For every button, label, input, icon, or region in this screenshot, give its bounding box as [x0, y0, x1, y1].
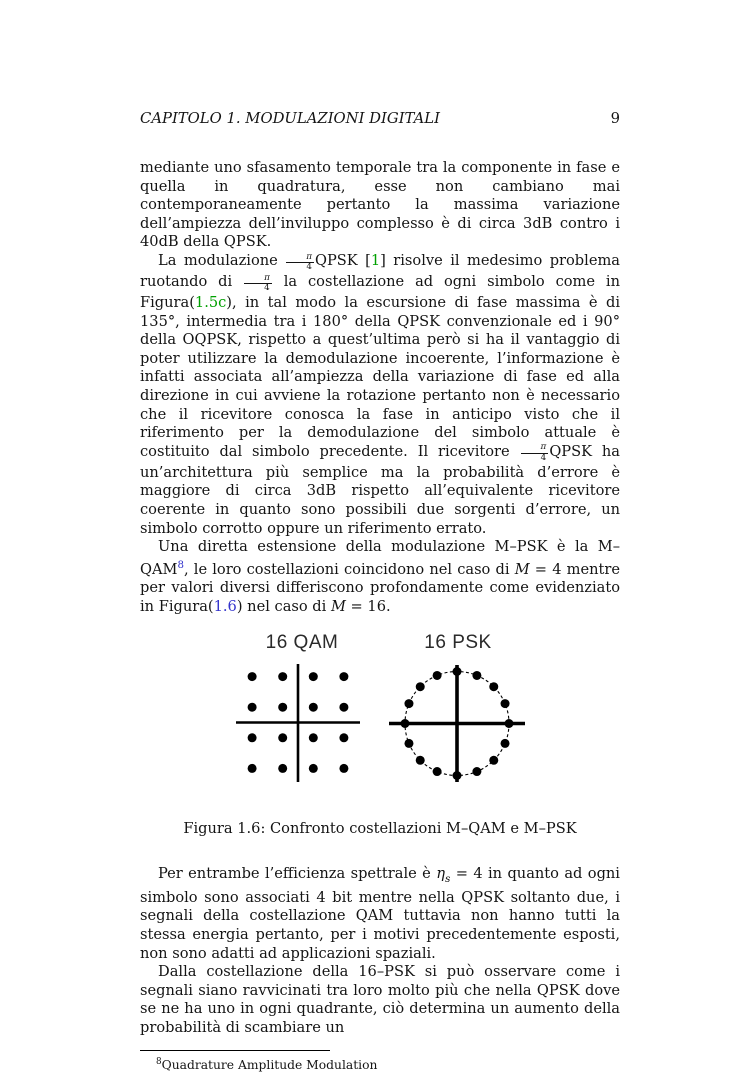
fraction-denominator: 4 [264, 283, 270, 294]
constellation-point [433, 671, 442, 680]
footnote-text: Quadrature Amplitude Modulation [161, 1057, 378, 1072]
psk-title: 16 PSK [424, 632, 492, 654]
constellation-point [339, 672, 348, 681]
figure-caption: Figura 1.6: Confronto costellazioni M–QAM e M–PSK [183, 820, 577, 838]
constellation-point [416, 756, 425, 765]
constellation-point [472, 671, 481, 680]
footnote-block [140, 1050, 620, 1073]
constellation-point [453, 667, 462, 676]
constellation-point [278, 764, 287, 773]
fraction-numerator: π [521, 443, 549, 454]
psk-constellation-diagram [388, 663, 528, 788]
running-header [140, 110, 620, 127]
qam-title: 16 QAM [265, 632, 339, 654]
math-variable: M [330, 597, 346, 615]
constellation-point [248, 703, 257, 712]
constellation-point [248, 672, 257, 681]
constellation-point [489, 756, 498, 765]
reference-link[interactable]: 1 [370, 251, 381, 269]
reference-link[interactable]: 1.5c [194, 294, 227, 311]
constellation-point [309, 764, 318, 773]
constellation-point [404, 739, 413, 748]
paragraph: Una diretta estensione della modulazione M–PSK è la M–QAM$^8$, le loro costellazioni coincidono nel caso di M = 4 mentre per valori diversi differiscono profondamente come evidenziato in Figura(1.6) nel caso di M = 16. [140, 538, 620, 615]
pi-over-4-fraction [286, 253, 314, 273]
constellation-point [416, 683, 425, 692]
pi-over-4-fraction [244, 274, 272, 294]
constellation-point [401, 719, 410, 728]
page-number: 9 [610, 110, 620, 127]
constellation-point [433, 767, 442, 776]
footnote-reference-link[interactable]: 8 [177, 559, 184, 571]
constellation-point [339, 734, 348, 743]
constellation-point [501, 739, 510, 748]
constellation-point [309, 734, 318, 743]
figure-1-6 [140, 632, 620, 837]
footnote-marker: 8 [156, 1056, 162, 1067]
paragraph: Dalla costellazione della 16–PSK si può osservare come i segnali siano ravvicinati tra loro molto più che nella QPSK dove se ne ha uno in ogni quadrante, ciò determina un aumento della probabilità di scambiare un [140, 963, 620, 1037]
math-variable: M [514, 560, 530, 578]
math-subscript: s [444, 873, 451, 886]
footnote-rule [140, 1050, 330, 1051]
math-variable: η [436, 865, 445, 883]
qam-constellation-diagram [232, 663, 372, 788]
constellation-point [309, 672, 318, 681]
footnote [140, 1055, 620, 1073]
constellation-point [453, 771, 462, 780]
pi-over-4-fraction [521, 443, 549, 463]
paragraph: La modulazione $\frac{\pi}{4}$ QPSK [1] risolve il medesimo problema ruotando di $\frac{\pi}{4}$ la costellazione ad ogni simbolo come in Figura(1.5c), in tal modo la escursione di fase massima è di 135°, intermedia tra i 180° della QPSK convenzionale ed i 90° della OQPSK, rispetto a quest’ultima però si ha il vantaggio di poter utilizzare la demodulazione incoerente, l’informazione è infatti associata all’ampiezza della variazione di fase ed alla direzione in cui avviene la rotazione pertanto non è necessario che il ricevitore conosca la fase in anticipo visto che il riferimento per la demodulazione del simbolo attuale è costituito dal simbolo precedente. Il ricevitore $\frac{\pi}{4}$ QPSK ha un’architettura più semplice ma la probabilità d’errore è maggiore di circa 3dB rispetto all’equivalente ricevitore coerente in quanto sono possibili due sorgenti d’errore, un simbolo corrotto oppure un riferimento errato. [140, 251, 620, 537]
paragraph: Per entrambe l’efficienza spettrale è $\eta_s = 4$ in quanto ad ogni simbolo sono associati 4 bit mentre nella QPSK soltanto due, i segnali della costellazione QAM tuttavia non hanno tutti la stessa energia pertanto, per i motivi precedentemente esposti, non sono adatti ad applicazioni spaziali. [140, 865, 620, 962]
fraction-denominator: 4 [306, 262, 312, 273]
fraction-numerator: π [244, 274, 272, 285]
constellation-point [404, 699, 413, 708]
constellation-diagrams [140, 632, 620, 788]
constellation-point [248, 764, 257, 773]
constellation-point [489, 683, 498, 692]
constellation-point [472, 767, 481, 776]
chapter-header: CAPITOLO 1. MODULAZIONI DIGITALI [140, 110, 440, 127]
constellation-point [278, 734, 287, 743]
constellation-point [505, 719, 514, 728]
fraction-numerator: π [286, 253, 314, 264]
constellation-point [309, 703, 318, 712]
constellation-point [278, 703, 287, 712]
constellation-point [278, 672, 287, 681]
body-text-top [140, 159, 620, 616]
paragraph: mediante uno sfasamento temporale tra la componente in fase e quella in quadratura, esse non cambiano mai contemporaneamente pertanto la massima variazione dell’ampiezza dell’inviluppo complesso è di circa 3dB contro i 40dB della QPSK. [140, 159, 620, 251]
constellation-point [339, 703, 348, 712]
reference-link[interactable]: 1.6 [213, 597, 237, 615]
constellation-point [248, 734, 257, 743]
constellation-point [339, 764, 348, 773]
constellation-point [501, 699, 510, 708]
body-text-bottom [140, 865, 620, 1037]
psk-figure-column [388, 632, 528, 788]
qam-figure-column [232, 632, 372, 788]
fraction-denominator: 4 [540, 453, 547, 464]
